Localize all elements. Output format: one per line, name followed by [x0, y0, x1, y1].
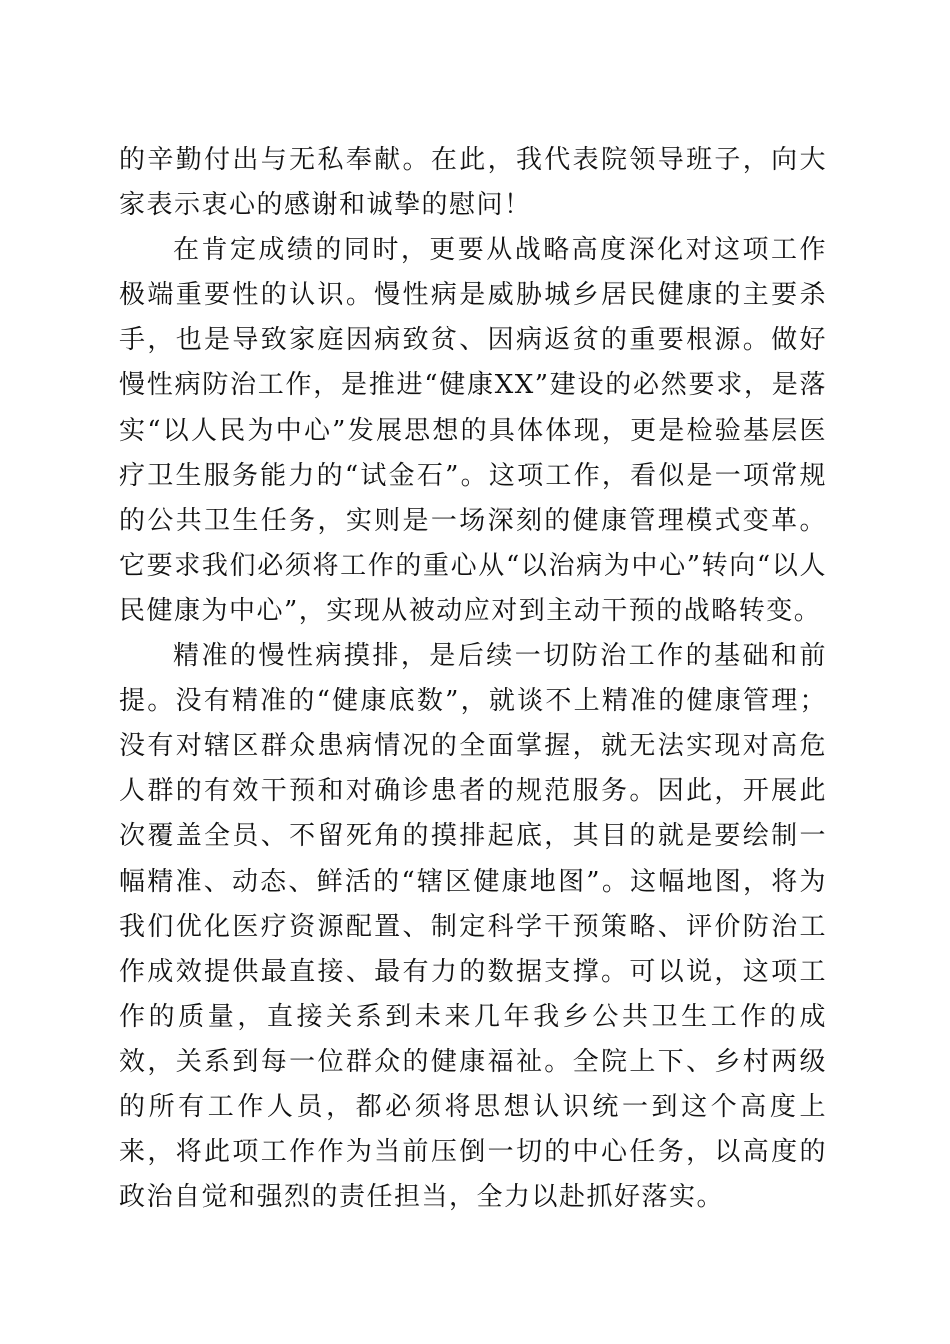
- paragraph-screening: 精准的慢性病摸排，是后续一切防治工作的基础和前提。没有精准的“健康底数”，就谈不上精准的健康管理；没有对辖区群众患病情况的全面掌握，就无法实现对高危人群的有效干预和对确诊患者的规范服务。因此，开展此次覆盖全员、不留死角的摸排起底，其目的就是要绘制一幅精准、动态、鲜活的“辖区健康地图”。这幅地图，将为我们优化医疗资源配置、制定科学干预策略、评价防治工作成效提供最直接、最有力的数据支撑。可以说，这项工作的质量，直接关系到未来几年我乡公共卫生工作的成效，关系到每一位群众的健康福祉。全院上下、乡村两级的所有工作人员，都必须将思想认识统一到这个高度上来，将此项工作作为当前压倒一切的中心任务，以高度的政治自觉和强烈的责任担当，全力以赴抓好落实。: [119, 641, 827, 1213]
- paragraph-continuation: 的辛勤付出与无私奉献。在此，我代表院领导班子，向大家表示衷心的感谢和诚挚的慰问！: [119, 145, 827, 221]
- paragraph-importance: 在肯定成绩的同时，更要从战略高度深化对这项工作极端重要性的认识。慢性病是威胁城乡居民健康的主要杀手，也是导致家庭因病致贫、因病返贫的重要根源。做好慢性病防治工作，是推进“健康XX”建设的必然要求，是落实“以人民为中心”发展思想的具体体现，更是检验基层医疗卫生服务能力的“试金石”。这项工作，看似是一项常规的公共卫生任务，实则是一场深刻的健康管理模式变革。它要求我们必须将工作的重心从“以治病为中心”转向“以人民健康为中心”，实现从被动应对到主动干预的战略转变。: [119, 235, 827, 626]
- body-text: [119, 138, 827, 1220]
